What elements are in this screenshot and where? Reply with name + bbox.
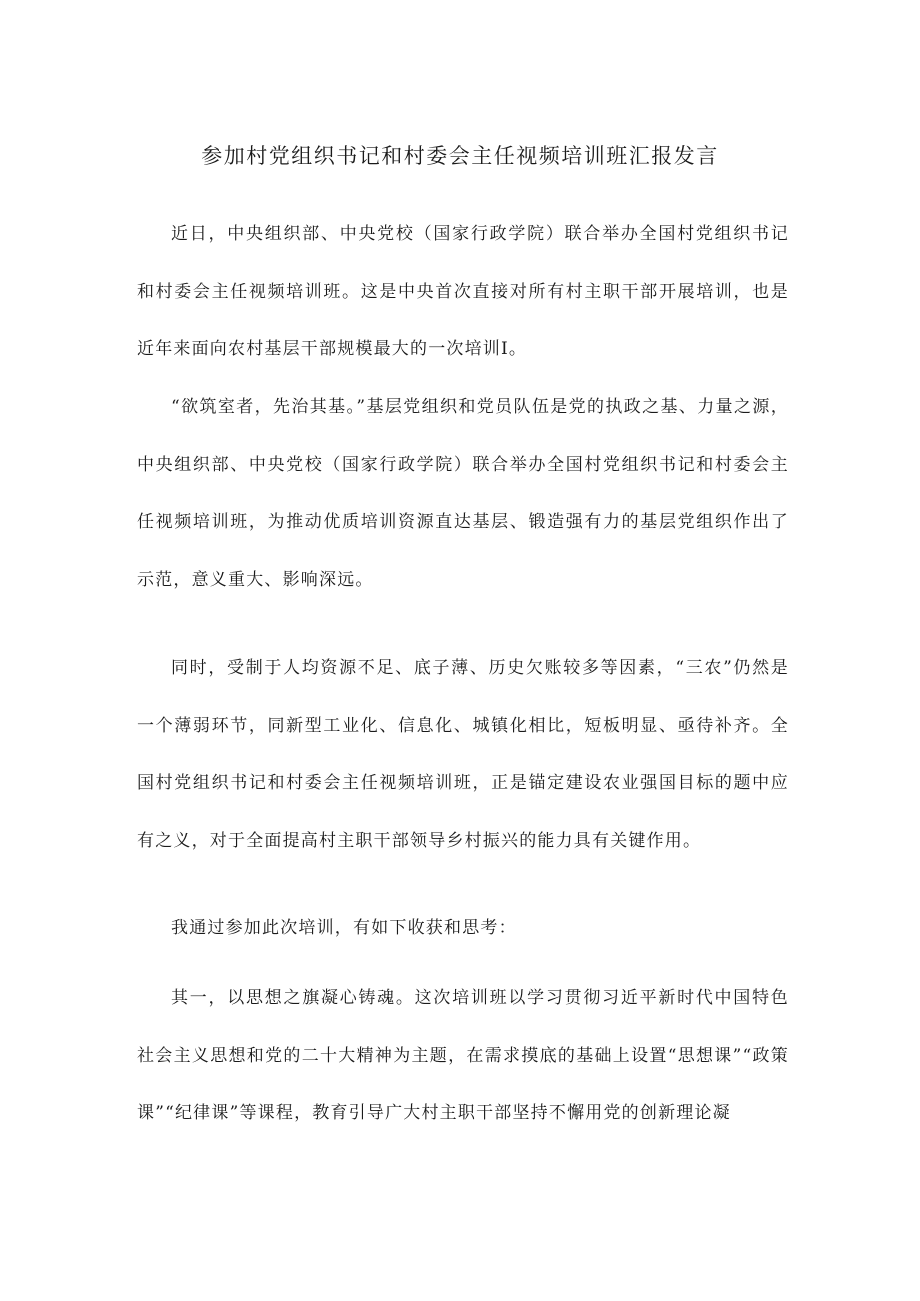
paragraph-agriculture: 同时，受制于人均资源不足、底子薄、历史欠账较多等因素，“三农”仍然是一个薄弱环节，同新型工业化、信息化、城镇化相比，短板明显、亟待补齐。全国村党组织书记和村委会主任视频培训班，正是锚定建设农业强国目标的题中应有之义，对于全面提高村主职干部领导乡村振兴的能力具有关键作用。 — [137, 658, 789, 851]
paragraph-takeaways-intro: 我通过参加此次培训，有如下收获和思考： — [171, 918, 517, 938]
paragraph-foundation: “欲筑室者，先治其基。”基层党组织和党员队伍是党的执政之基、力量之源，中央组织部、中央党校（国家行政学院）联合举办全国村党组织书记和村委会主任视频培训班，为推动优质培训资源直达基层、锻造强有力的基层党组织作出了示范，意义重大、影响深远。 — [137, 397, 789, 590]
paragraph-intro: 近日，中央组织部、中央党校（国家行政学院）联合举办全国村党组织书记和村委会主任视频培训班。这是中央首次直接对所有村主职干部开展培训，也是近年来面向农村基层干部规模最大的一次培训I。 — [137, 224, 789, 359]
paragraph-point-one: 其一，以思想之旗凝心铸魂。这次培训班以学习贯彻习近平新时代中国特色社会主义思想和党的二十大精神为主题，在需求摸底的基础上设置“思想课”“政策课”“纪律课”等课程，教育引导广大村主职干部坚持不懈用党的创新理论凝 — [137, 988, 789, 1123]
page-title: 参加村党组织书记和村委会主任视频培训班汇报发言 — [201, 144, 719, 168]
